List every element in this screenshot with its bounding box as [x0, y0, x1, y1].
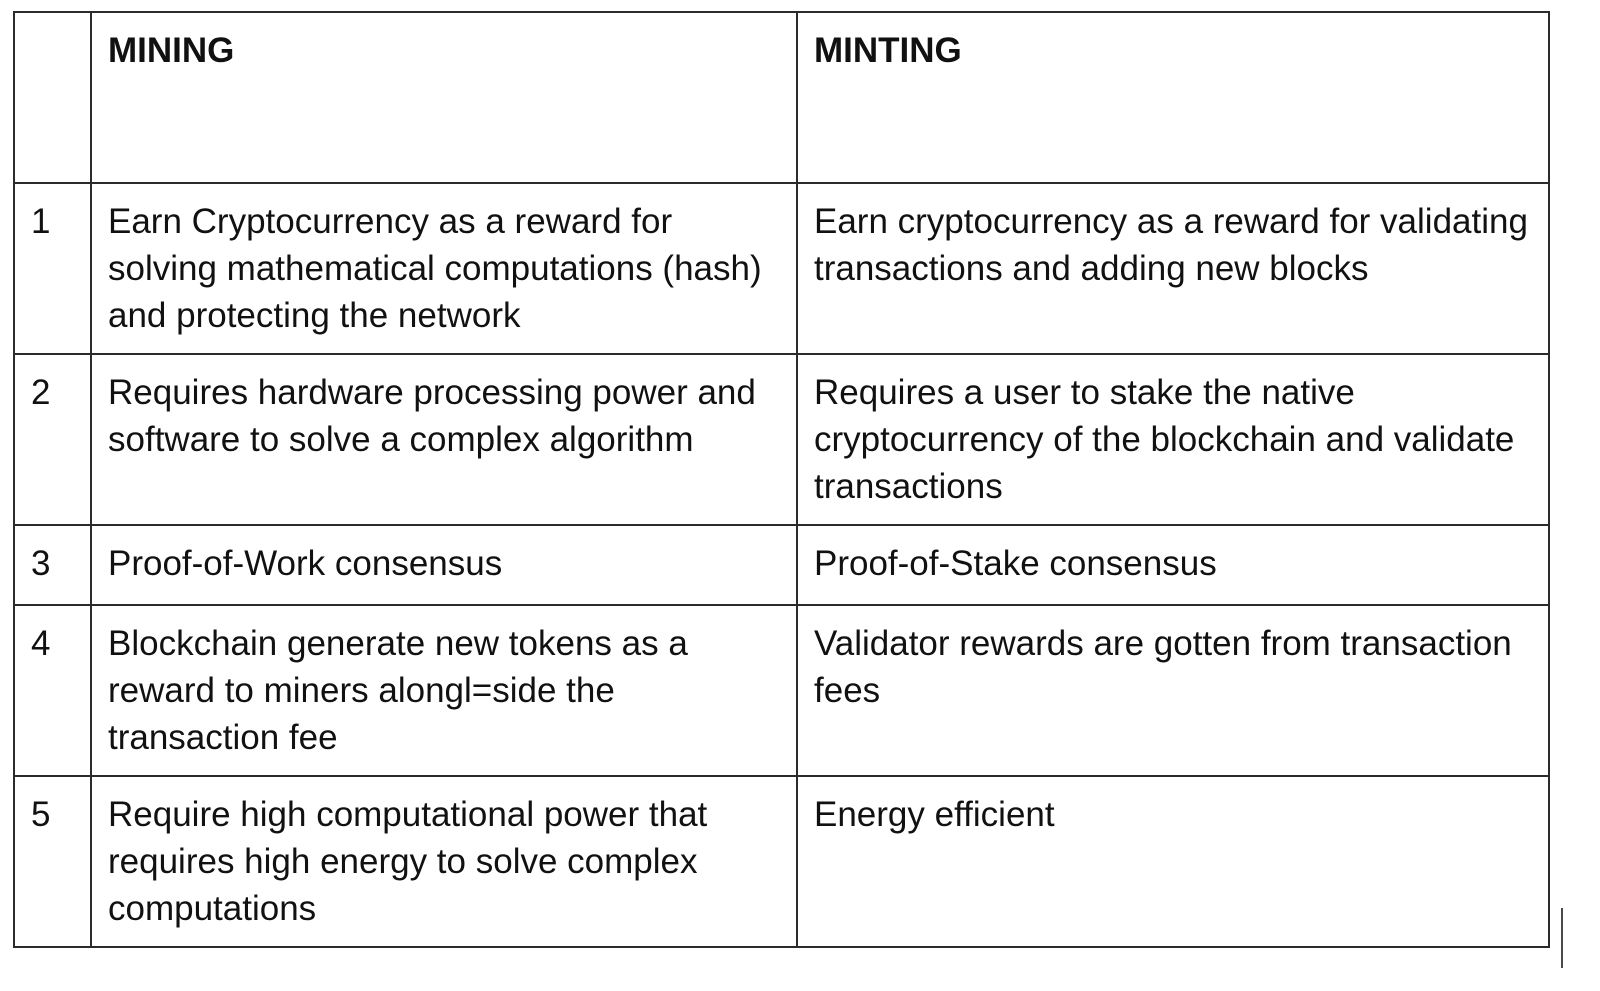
- header-mining-cell: MINING: [91, 12, 797, 183]
- minting-cell: Earn cryptocurrency as a reward for validating transactions and adding new blocks: [797, 183, 1549, 354]
- row-number-cell: 2: [14, 354, 91, 525]
- mining-cell: Earn Cryptocurrency as a reward for solving mathematical computations (hash) and protecting the network: [91, 183, 797, 354]
- comparison-table-container: [13, 11, 1550, 948]
- row-number-cell: 4: [14, 605, 91, 776]
- table-row: [14, 183, 1549, 354]
- mining-vs-minting-table: [13, 11, 1550, 948]
- row-number-cell: 1: [14, 183, 91, 354]
- mining-cell: Requires hardware processing power and software to solve a complex algorithm: [91, 354, 797, 525]
- minting-cell: Requires a user to stake the native cryptocurrency of the blockchain and validate transactions: [797, 354, 1549, 525]
- table-row: [14, 776, 1549, 947]
- mining-cell: Proof-of-Work consensus: [91, 525, 797, 605]
- text-cursor: [1561, 908, 1563, 968]
- minting-cell: Proof-of-Stake consensus: [797, 525, 1549, 605]
- row-number-cell: 5: [14, 776, 91, 947]
- table-row: [14, 354, 1549, 525]
- minting-cell: Validator rewards are gotten from transaction fees: [797, 605, 1549, 776]
- header-minting-cell: MINTING: [797, 12, 1549, 183]
- table-row: [14, 525, 1549, 605]
- table-header-row: [14, 12, 1549, 183]
- row-number-cell: 3: [14, 525, 91, 605]
- minting-cell: Energy efficient: [797, 776, 1549, 947]
- mining-cell: Blockchain generate new tokens as a reward to miners alongl=side the transaction fee: [91, 605, 797, 776]
- header-number-cell: [14, 12, 91, 183]
- mining-cell: Require high computational power that requires high energy to solve complex computations: [91, 776, 797, 947]
- table-row: [14, 605, 1549, 776]
